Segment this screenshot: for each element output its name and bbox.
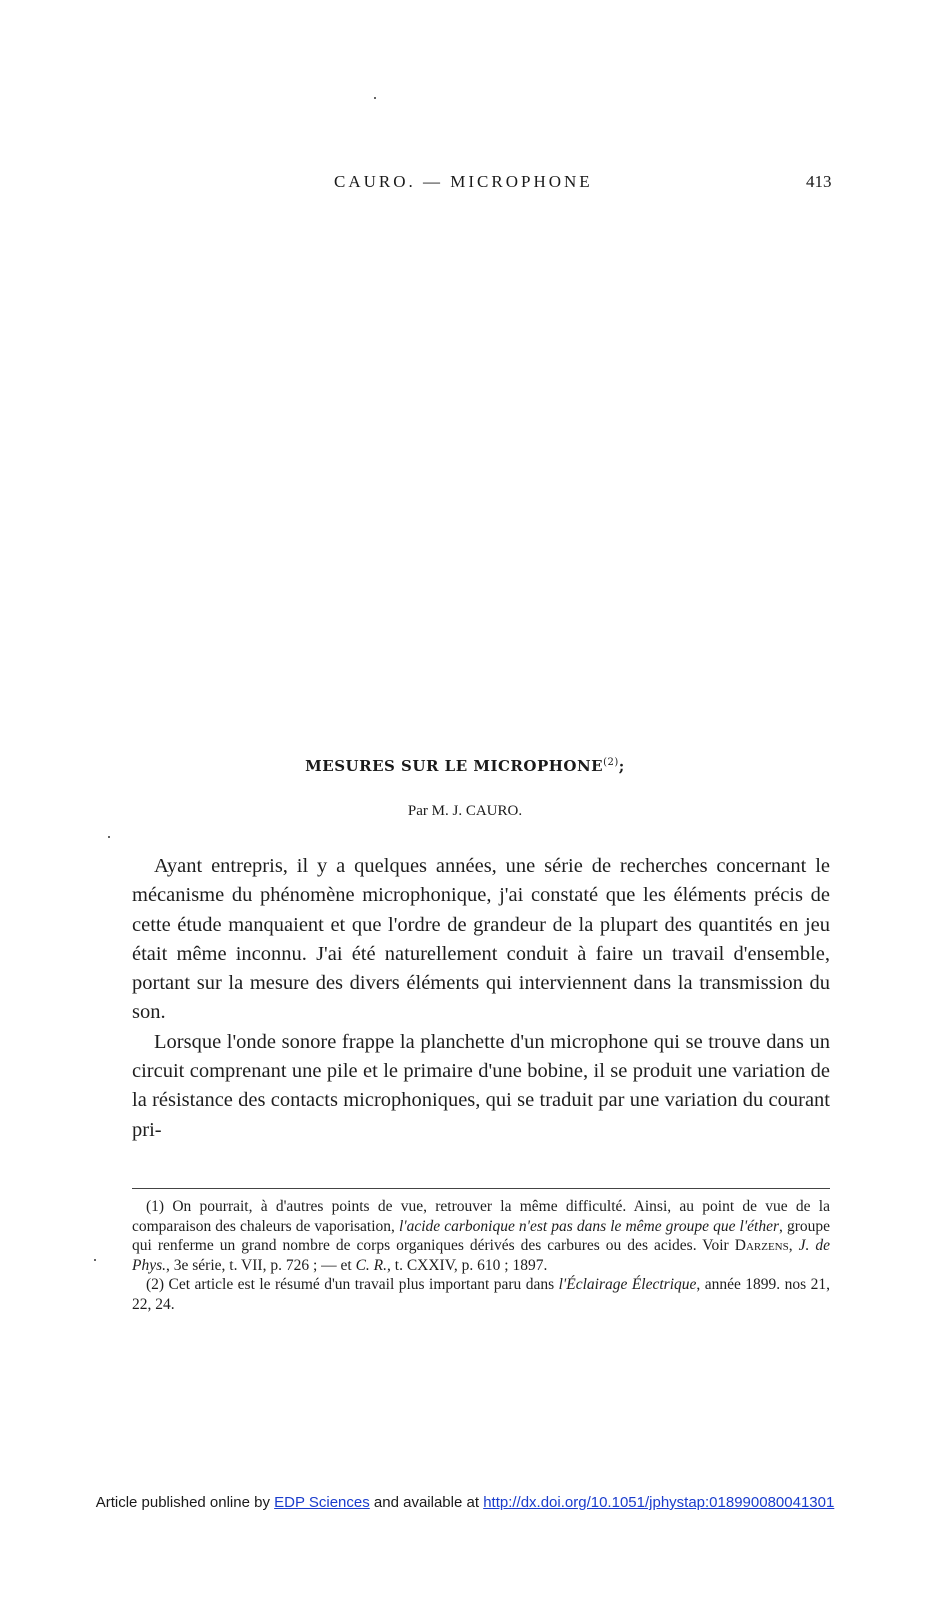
publisher-link[interactable]: EDP Sciences	[274, 1494, 370, 1511]
footnote-1	[132, 1197, 830, 1275]
article-body	[132, 852, 830, 1145]
publication-footer	[0, 1494, 930, 1511]
footnotes	[132, 1197, 830, 1315]
footnote-divider	[132, 1188, 830, 1189]
cited-author: Darzens	[734, 1237, 789, 1255]
footnote-text: Cet article est le résumé d'un travail plus important paru dans	[168, 1276, 555, 1294]
footnote-text: , t. CXXIV, p. 610 ; 1897.	[387, 1256, 548, 1274]
footnote-text: , 3e série, t. VII, p. 726 ; — et	[166, 1256, 352, 1274]
footer-prefix: Article published online by	[95, 1494, 270, 1511]
scan-speck	[374, 97, 376, 99]
running-head	[0, 172, 930, 196]
journal-name: l'Éclairage Électrique	[558, 1276, 697, 1294]
footnote-marker: (1)	[146, 1198, 165, 1215]
footnote-text: ,	[788, 1237, 793, 1255]
footnote-text: , année 1899. nos 21, 22, 24.	[132, 1276, 830, 1313]
footer-middle: and available at	[373, 1494, 480, 1511]
scan-speck	[94, 1259, 96, 1261]
page-number: 413	[806, 172, 832, 191]
body-paragraph: Lorsque l'onde sonore frappe la planchette d'un microphone qui se trouve dans un circuit comprenant une pile et le primaire d'une bobine, il se produit une variation de la résistance des contacts microphoniques, qui se traduit par une variation du courant pri-	[132, 1030, 830, 1141]
article-title-text: MESURES SUR LE MICROPHONE	[305, 757, 604, 775]
doi-link[interactable]: http://dx.doi.org/10.1051/jphystap:018990080041301	[483, 1494, 835, 1511]
article-title-punct: ;	[618, 757, 625, 775]
journal-name: J. de Phys.	[132, 1237, 831, 1274]
running-title: CAURO. — MICROPHONE	[334, 172, 593, 191]
scan-speck	[108, 836, 110, 838]
footnote-italic-text: l'acide carbonique n'est pas dans le même groupe que l'éther	[398, 1217, 780, 1235]
footnote-text: On pourrait, à d'autres points de vue, retrouver la même difficulté. Ainsi, au point de vue de la comparaison des chaleurs de vaporisation,	[132, 1198, 830, 1235]
journal-name: C. R.	[355, 1256, 388, 1274]
footnote-text: , groupe qui renferme un grand nombre de corps organiques dérivés des carbures ou des acides. Voir	[132, 1217, 831, 1255]
author-line: Par M. J. CAURO.	[407, 803, 523, 819]
footnote-2	[132, 1275, 830, 1314]
footnote-reference[interactable]: (2)	[603, 757, 619, 768]
body-paragraph: Ayant entrepris, il y a quelques années, une série de recherches concernant le mécanisme du phénomène microphonique, j'ai constaté que les éléments précis de cette étude manquaient et que l'ordre de grandeur de la plupart des quantités en jeu était même inconnu. J'ai été naturellement conduit à faire un travail d'ensemble, portant sur la mesure des divers éléments qui interviennent dans la transmission du son.	[132, 855, 830, 1024]
footnote-marker: (2)	[146, 1276, 165, 1294]
article-title	[0, 757, 930, 775]
